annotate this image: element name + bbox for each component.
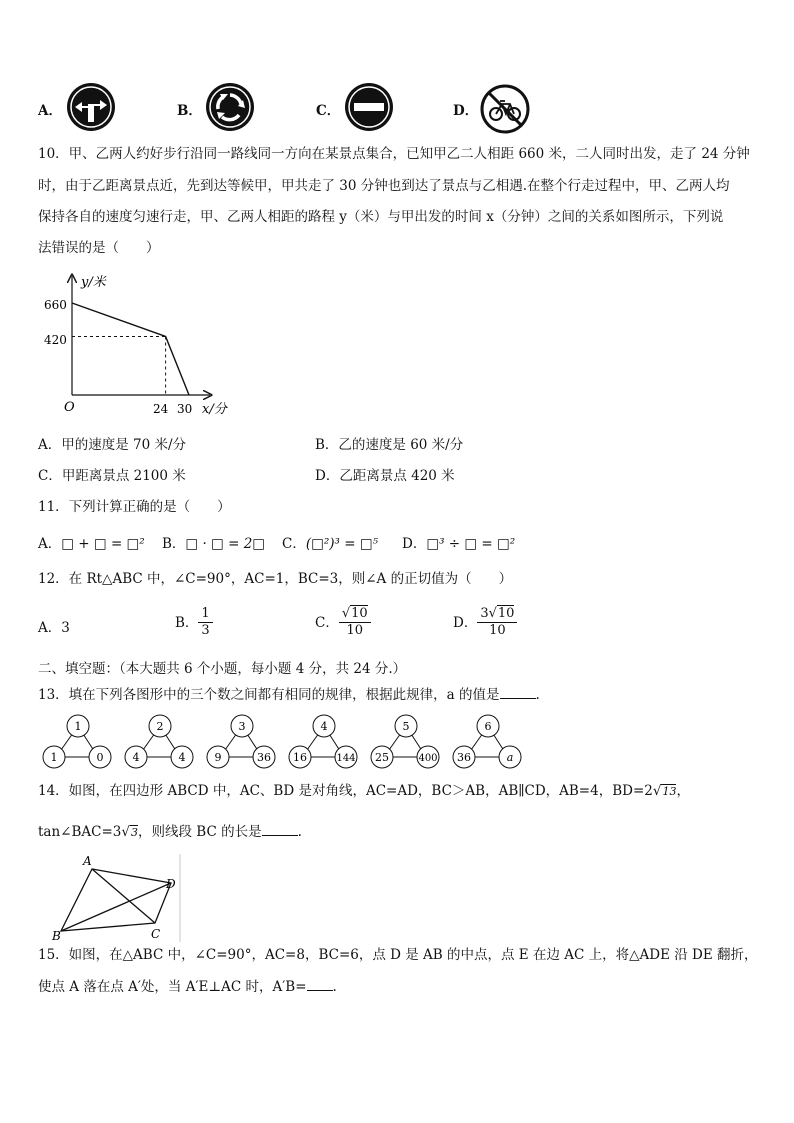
distance-line <box>72 303 189 395</box>
q13-stem-text: 13．填在下列各图形中的三个数之间都有相同的规律，根据此规律，a 的值是 <box>38 687 500 703</box>
vertex-c: C <box>151 927 161 941</box>
q15-line-1: 15．如图，在△ABC 中，∠C=90°，AC=8，BC=6，点 D 是 AB 的中点，点 E 在边 AC 上，将△ADE 沿 DE 翻折， <box>38 947 758 963</box>
x-axis-label: x/分 <box>202 402 227 417</box>
triangle-figure <box>448 713 528 771</box>
numerator: 3√10 <box>477 606 517 623</box>
q11-option-b <box>162 535 265 553</box>
coefficient: 3 <box>480 606 489 621</box>
q14-sqrt-13: 13 <box>662 785 677 798</box>
q14-line-1: 14．如图，在四边形 ABCD 中，AC、BD 是对角线，AC=AD，BC＞AB，AB∥CD，AB=4，BD=2√13， <box>38 783 690 799</box>
y-tick-660: 660 <box>44 298 67 312</box>
triangle-node-top: 3 <box>238 720 246 733</box>
vertex-a: A <box>83 854 92 868</box>
x-tick-30: 30 <box>177 402 193 416</box>
y-axis-label: y/米 <box>81 275 106 290</box>
triangle-node-top: 1 <box>74 720 82 733</box>
q11-option-d-expr: □³ ÷ □ = □² <box>426 536 516 552</box>
turn-left-or-right-sign-icon <box>66 82 116 132</box>
q11-option-a-expr: □ + □ = □² <box>61 536 145 552</box>
q14-line-2-start: tan∠BAC=3 <box>38 824 122 840</box>
triangle-figure <box>120 713 200 771</box>
q11-option-c <box>282 535 378 553</box>
q10-option-b: B．乙的速度是 60 米/分 <box>315 437 464 453</box>
no-entry-sign-icon <box>344 82 394 132</box>
vertex-b: B <box>52 929 61 943</box>
triangle-figure <box>202 713 282 771</box>
roundabout-sign-icon <box>205 82 255 132</box>
triangle-node-top: 6 <box>484 720 492 733</box>
fraction <box>339 606 371 639</box>
sqrt-radicand: 10 <box>497 606 515 621</box>
sqrt-radicand: 10 <box>351 606 368 621</box>
q14-line-2-tail: . <box>297 824 302 840</box>
origin-label: O <box>64 400 75 415</box>
q11-option-a-label: A． <box>38 536 62 552</box>
triangle-node-left: 1 <box>50 751 58 764</box>
x-tick-24: 24 <box>153 402 169 416</box>
denominator: 10 <box>489 623 506 638</box>
triangle-node-top: 5 <box>402 720 410 733</box>
q10-option-a: A．甲的速度是 70 米/分 <box>38 437 187 453</box>
triangle-node-left: 25 <box>375 751 389 764</box>
y-tick-420: 420 <box>44 333 67 347</box>
q15-answer-blank[interactable] <box>307 990 333 991</box>
q10-option-c: C．甲距离景点 2100 米 <box>38 468 186 484</box>
q14-sqrt-3: 3 <box>131 826 138 839</box>
triangle-node-top: 2 <box>156 720 164 733</box>
q15-line-2-end: . <box>332 979 337 995</box>
triangle-node-right: 4 <box>178 751 186 764</box>
q10-option-d: D．乙距离景点 420 米 <box>315 468 455 484</box>
triangle-node-left: 9 <box>214 751 222 764</box>
numerator: 1 <box>198 606 212 623</box>
q14-quadrilateral-figure <box>50 852 185 944</box>
triangle-node-right: 144 <box>336 753 356 764</box>
q11-option-c-label: C． <box>282 536 306 552</box>
numerator: √10 <box>339 606 371 623</box>
q13-answer-blank[interactable] <box>500 698 536 699</box>
q12-option-c <box>315 606 371 639</box>
triangle-node-left: 16 <box>293 751 307 764</box>
q12-option-d <box>453 606 517 639</box>
triangle-node-left: 4 <box>132 751 140 764</box>
q14-line-1-text: 14．如图，在四边形 ABCD 中，AC、BD 是对角线，AC=AD，BC＞AB，AB∥CD，AB=4，BD=2 <box>38 783 653 799</box>
q9-option-b-label: B． <box>177 103 202 119</box>
q9-option-a-label: A． <box>38 103 62 119</box>
q12-option-c-label: C． <box>315 614 339 631</box>
triangle-figure <box>366 713 446 771</box>
q14-line-1-end: ， <box>676 783 690 799</box>
triangle-node-right: 36 <box>257 751 271 764</box>
q11-option-c-expr: (□²)³ = □⁵ <box>305 536 379 552</box>
q12-option-b <box>175 606 213 639</box>
q11-stem: 11．下列计算正确的是（ ） <box>38 499 231 515</box>
triangle-node-top: 4 <box>320 720 328 733</box>
q15-line-2-text: 使点 A 落在点 A′处，当 A′E⊥AC 时，A′B= <box>38 979 307 995</box>
triangle-figure <box>38 713 118 771</box>
q11-option-d <box>402 535 515 553</box>
vertex-d: D <box>166 877 176 891</box>
q15-line-2 <box>38 978 337 996</box>
q13-stem <box>38 686 540 704</box>
q11-option-b-expr: □ · □ = 2□ <box>185 536 266 552</box>
q13-end: . <box>535 687 540 703</box>
q11-option-d-label: D． <box>402 536 427 552</box>
graph-lines <box>72 303 189 395</box>
q9-option-c-label: C． <box>316 103 341 119</box>
fraction <box>198 606 212 639</box>
fraction <box>477 606 517 639</box>
q10-line-1: 10．甲、乙两人约好步行沿同一路线同一方向在某景点集合，已知甲乙二人相距 660 米，二人同时出发，走了 24 分钟 <box>38 146 750 162</box>
triangle-node-right: 0 <box>96 751 104 764</box>
q14-line-2-text: ，则线段 BC 的长是 <box>138 824 262 840</box>
q10-line-3: 保持各自的速度匀速行走，甲、乙两人相距的路程 y（米）与甲出发的时间 x（分钟）之间的关系如图所示，下列说 <box>38 209 724 225</box>
denominator: 3 <box>201 623 210 638</box>
q14-answer-blank[interactable] <box>262 835 298 836</box>
q14-line-2: tan∠BAC=3√3，则线段 BC 的长是 . <box>38 824 302 840</box>
no-bicycles-sign-icon <box>480 84 530 134</box>
denominator: 10 <box>346 623 364 638</box>
section-2-heading: 二、填空题：（本大题共 6 个小题，每小题 4 分，共 24 分.） <box>38 661 407 677</box>
triangle-figure <box>284 713 364 771</box>
q12-option-d-label: D． <box>453 614 478 631</box>
q10-distance-time-graph <box>36 270 246 420</box>
q9-option-d-label: D． <box>453 103 479 119</box>
q10-line-4: 法错误的是（ ） <box>38 240 160 256</box>
triangle-node-right: 400 <box>418 753 438 764</box>
q12-stem: 12．在 Rt△ABC 中，∠C=90°，AC=1，BC=3，则∠A 的正切值为（ ） <box>38 571 513 587</box>
q12-option-b-label: B． <box>175 614 199 631</box>
q11-option-b-label: B． <box>162 536 186 552</box>
q13-triangles <box>38 713 528 771</box>
q10-line-2: 时，由于乙距离景点近，先到达等候甲，甲共走了 30 分钟也到达了景点与乙相遇.在整个行走过程中，甲、乙两人均 <box>38 178 730 194</box>
q12-option-a: A．3 <box>38 620 70 636</box>
triangle-node-left: 36 <box>457 751 471 764</box>
q11-option-a <box>38 535 145 553</box>
triangle-node-right: a <box>506 751 514 764</box>
